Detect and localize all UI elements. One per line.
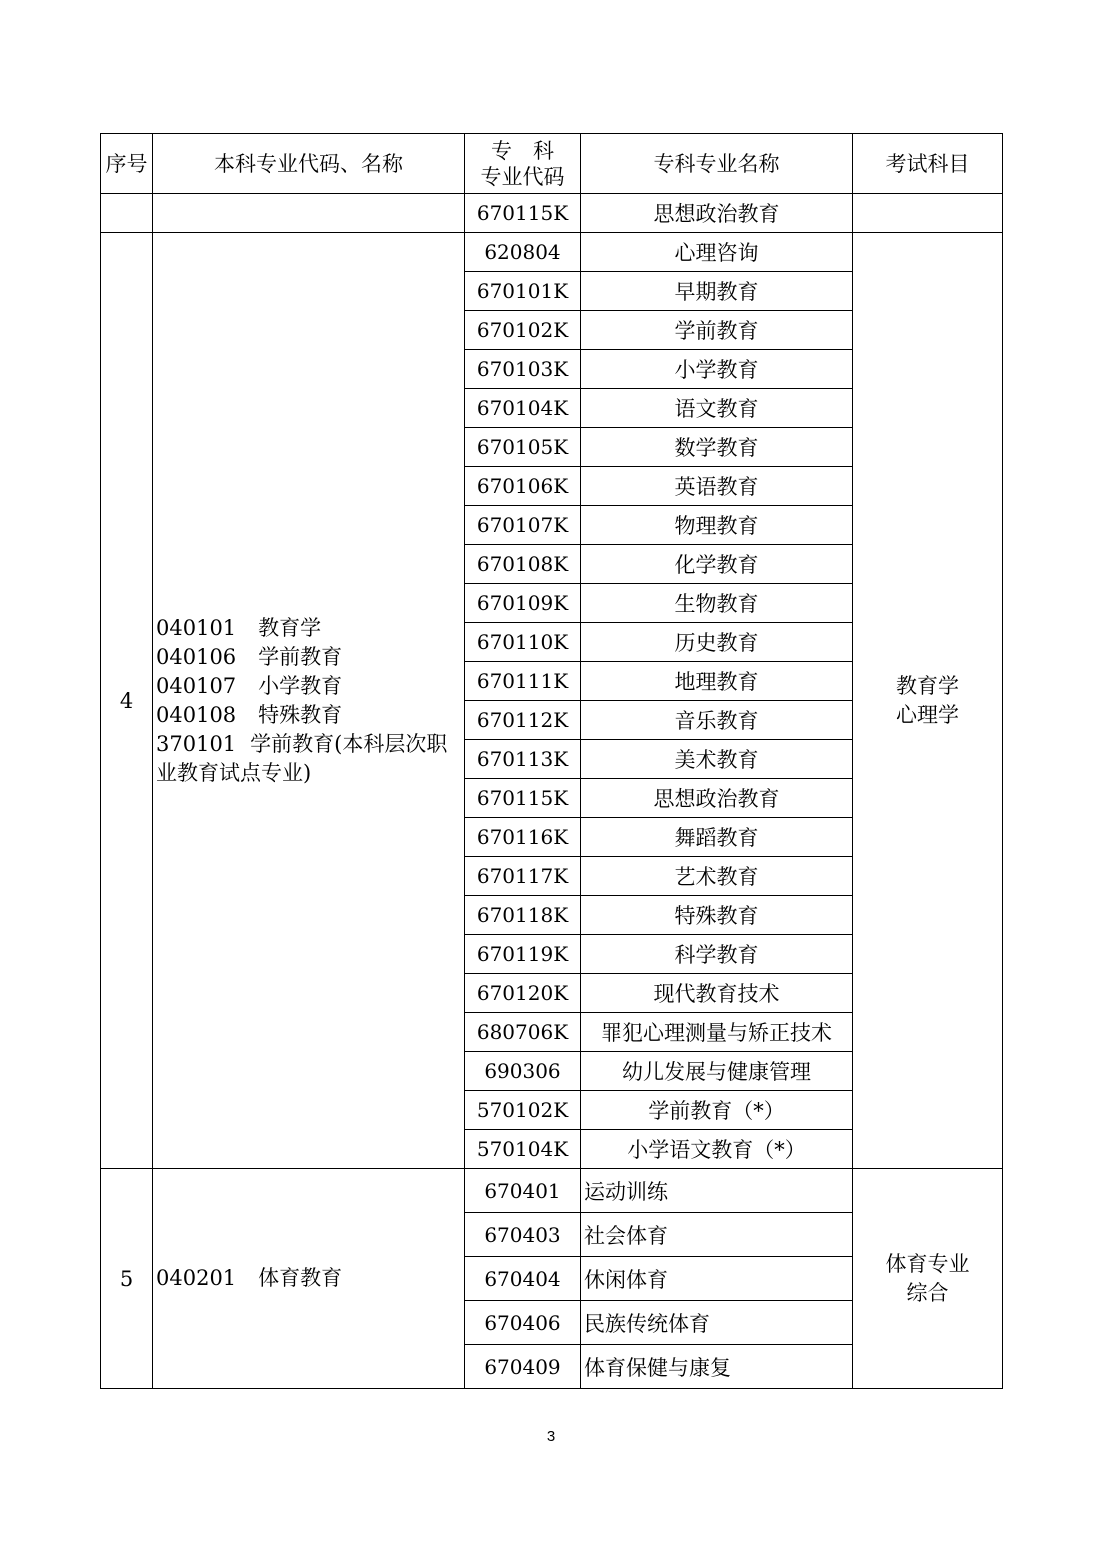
exam-subject: 综合 <box>906 1280 949 1305</box>
junior-code-cell: 570102K <box>465 1091 581 1130</box>
junior-name-cell: 思想政治教育 <box>581 779 853 818</box>
junior-name-cell: 艺术教育 <box>581 857 853 896</box>
undergrad-major <box>156 614 464 643</box>
junior-code-cell: 670112K <box>465 701 581 740</box>
continuation-undergrad <box>153 194 465 233</box>
undergrad-major-code: 040106 <box>156 644 237 669</box>
junior-name-cell: 思想政治教育 <box>581 194 853 233</box>
undergrad-major-name: 小学教育 <box>258 673 343 698</box>
junior-code-cell: 670119K <box>465 935 581 974</box>
seq-cell: 4 <box>101 233 153 1169</box>
junior-name-cell: 社会体育 <box>581 1213 853 1257</box>
junior-name-cell: 小学教育 <box>581 350 853 389</box>
exam-subject: 体育专业 <box>885 1251 970 1276</box>
junior-name-cell: 休闲体育 <box>581 1257 853 1301</box>
junior-code-cell: 670406 <box>465 1301 581 1345</box>
undergrad-major <box>156 643 464 672</box>
junior-code-cell: 670101K <box>465 272 581 311</box>
exam-subjects-cell <box>853 233 1003 1169</box>
exam-subject: 教育学 <box>896 673 959 698</box>
junior-code-cell: 670113K <box>465 740 581 779</box>
undergrad-major <box>156 1264 464 1293</box>
junior-code-cell: 670108K <box>465 545 581 584</box>
table-row <box>101 233 1003 272</box>
undergrad-major-name: 教育学 <box>258 615 322 640</box>
junior-code-cell: 670120K <box>465 974 581 1013</box>
junior-name-cell: 民族传统体育 <box>581 1301 853 1345</box>
header-exam: 考试科目 <box>853 134 1003 194</box>
junior-name-cell: 运动训练 <box>581 1169 853 1213</box>
junior-code-cell: 670117K <box>465 857 581 896</box>
undergrad-major-code: 040201 <box>156 1266 237 1290</box>
junior-name-cell: 现代教育技术 <box>581 974 853 1013</box>
junior-name-cell: 心理咨询 <box>581 233 853 272</box>
undergrad-major-name: 特殊教育 <box>258 702 343 727</box>
continuation-row <box>101 194 1003 233</box>
junior-code-cell: 680706K <box>465 1013 581 1052</box>
junior-name-cell: 科学教育 <box>581 935 853 974</box>
junior-code-cell: 670115K <box>465 779 581 818</box>
junior-name-cell: 生物教育 <box>581 584 853 623</box>
junior-code-cell: 620804 <box>465 233 581 272</box>
junior-name-cell: 化学教育 <box>581 545 853 584</box>
junior-name-cell: 小学语文教育（*） <box>581 1130 853 1169</box>
undergrad-major-code: 040101 <box>156 615 237 640</box>
undergrad-major-code: 040107 <box>156 673 237 698</box>
junior-code-cell: 670109K <box>465 584 581 623</box>
junior-name-cell: 罪犯心理测量与矫正技术 <box>581 1013 853 1052</box>
junior-code-cell: 670103K <box>465 350 581 389</box>
page-number: 3 <box>546 1428 556 1445</box>
junior-name-cell: 幼儿发展与健康管理 <box>581 1052 853 1091</box>
header-junior-code <box>465 134 581 194</box>
seq-cell: 5 <box>101 1169 153 1389</box>
junior-code-cell: 670403 <box>465 1213 581 1257</box>
undergrad-major-name: 学前教育(本科层次职业教育试点专业) <box>156 731 448 785</box>
junior-code-cell: 570104K <box>465 1130 581 1169</box>
junior-name-cell: 早期教育 <box>581 272 853 311</box>
junior-code-cell: 670409 <box>465 1345 581 1389</box>
table-row <box>101 1169 1003 1213</box>
junior-code-cell: 670401 <box>465 1169 581 1213</box>
header-row <box>101 134 1003 194</box>
undergrad-major-code: 040108 <box>156 702 237 727</box>
junior-name-cell: 音乐教育 <box>581 701 853 740</box>
junior-name-cell: 学前教育（*） <box>581 1091 853 1130</box>
group-5 <box>101 1169 1003 1389</box>
header-junior-code-line2: 专业代码 <box>480 164 565 189</box>
undergrad-majors-cell <box>153 233 465 1169</box>
header-junior-name: 专科专业名称 <box>581 134 853 194</box>
junior-name-cell: 英语教育 <box>581 467 853 506</box>
undergrad-major <box>156 730 464 788</box>
junior-name-cell: 学前教育 <box>581 311 853 350</box>
undergrad-majors-cell <box>153 1169 465 1389</box>
undergrad-major-code: 370101 <box>156 731 237 756</box>
junior-code-cell: 670107K <box>465 506 581 545</box>
junior-name-cell: 数学教育 <box>581 428 853 467</box>
undergrad-major <box>156 701 464 730</box>
junior-code-cell: 670106K <box>465 467 581 506</box>
junior-code-cell: 670104K <box>465 389 581 428</box>
junior-code-cell: 670105K <box>465 428 581 467</box>
undergrad-major <box>156 672 464 701</box>
exam-subjects-cell <box>853 1169 1003 1389</box>
junior-code-cell: 670115K <box>465 194 581 233</box>
junior-name-cell: 美术教育 <box>581 740 853 779</box>
junior-name-cell: 语文教育 <box>581 389 853 428</box>
header-seq: 序号 <box>101 134 153 194</box>
undergrad-major-name: 体育教育 <box>258 1266 343 1290</box>
junior-name-cell: 舞蹈教育 <box>581 818 853 857</box>
junior-code-cell: 690306 <box>465 1052 581 1091</box>
junior-name-cell: 特殊教育 <box>581 896 853 935</box>
junior-name-cell: 体育保健与康复 <box>581 1345 853 1389</box>
undergrad-major-name: 学前教育 <box>258 644 343 669</box>
continuation-exam <box>853 194 1003 233</box>
header-undergrad: 本科专业代码、名称 <box>153 134 465 194</box>
junior-code-cell: 670110K <box>465 623 581 662</box>
continuation-seq <box>101 194 153 233</box>
header-junior-code-line1: 专 科 <box>491 138 554 163</box>
junior-code-cell: 670111K <box>465 662 581 701</box>
junior-code-cell: 670102K <box>465 311 581 350</box>
junior-name-cell: 历史教育 <box>581 623 853 662</box>
junior-code-cell: 670116K <box>465 818 581 857</box>
junior-name-cell: 地理教育 <box>581 662 853 701</box>
junior-name-cell: 物理教育 <box>581 506 853 545</box>
junior-code-cell: 670404 <box>465 1257 581 1301</box>
exam-subject: 心理学 <box>896 702 959 727</box>
junior-code-cell: 670118K <box>465 896 581 935</box>
majors-table <box>100 133 1003 1389</box>
group-4 <box>101 233 1003 1169</box>
